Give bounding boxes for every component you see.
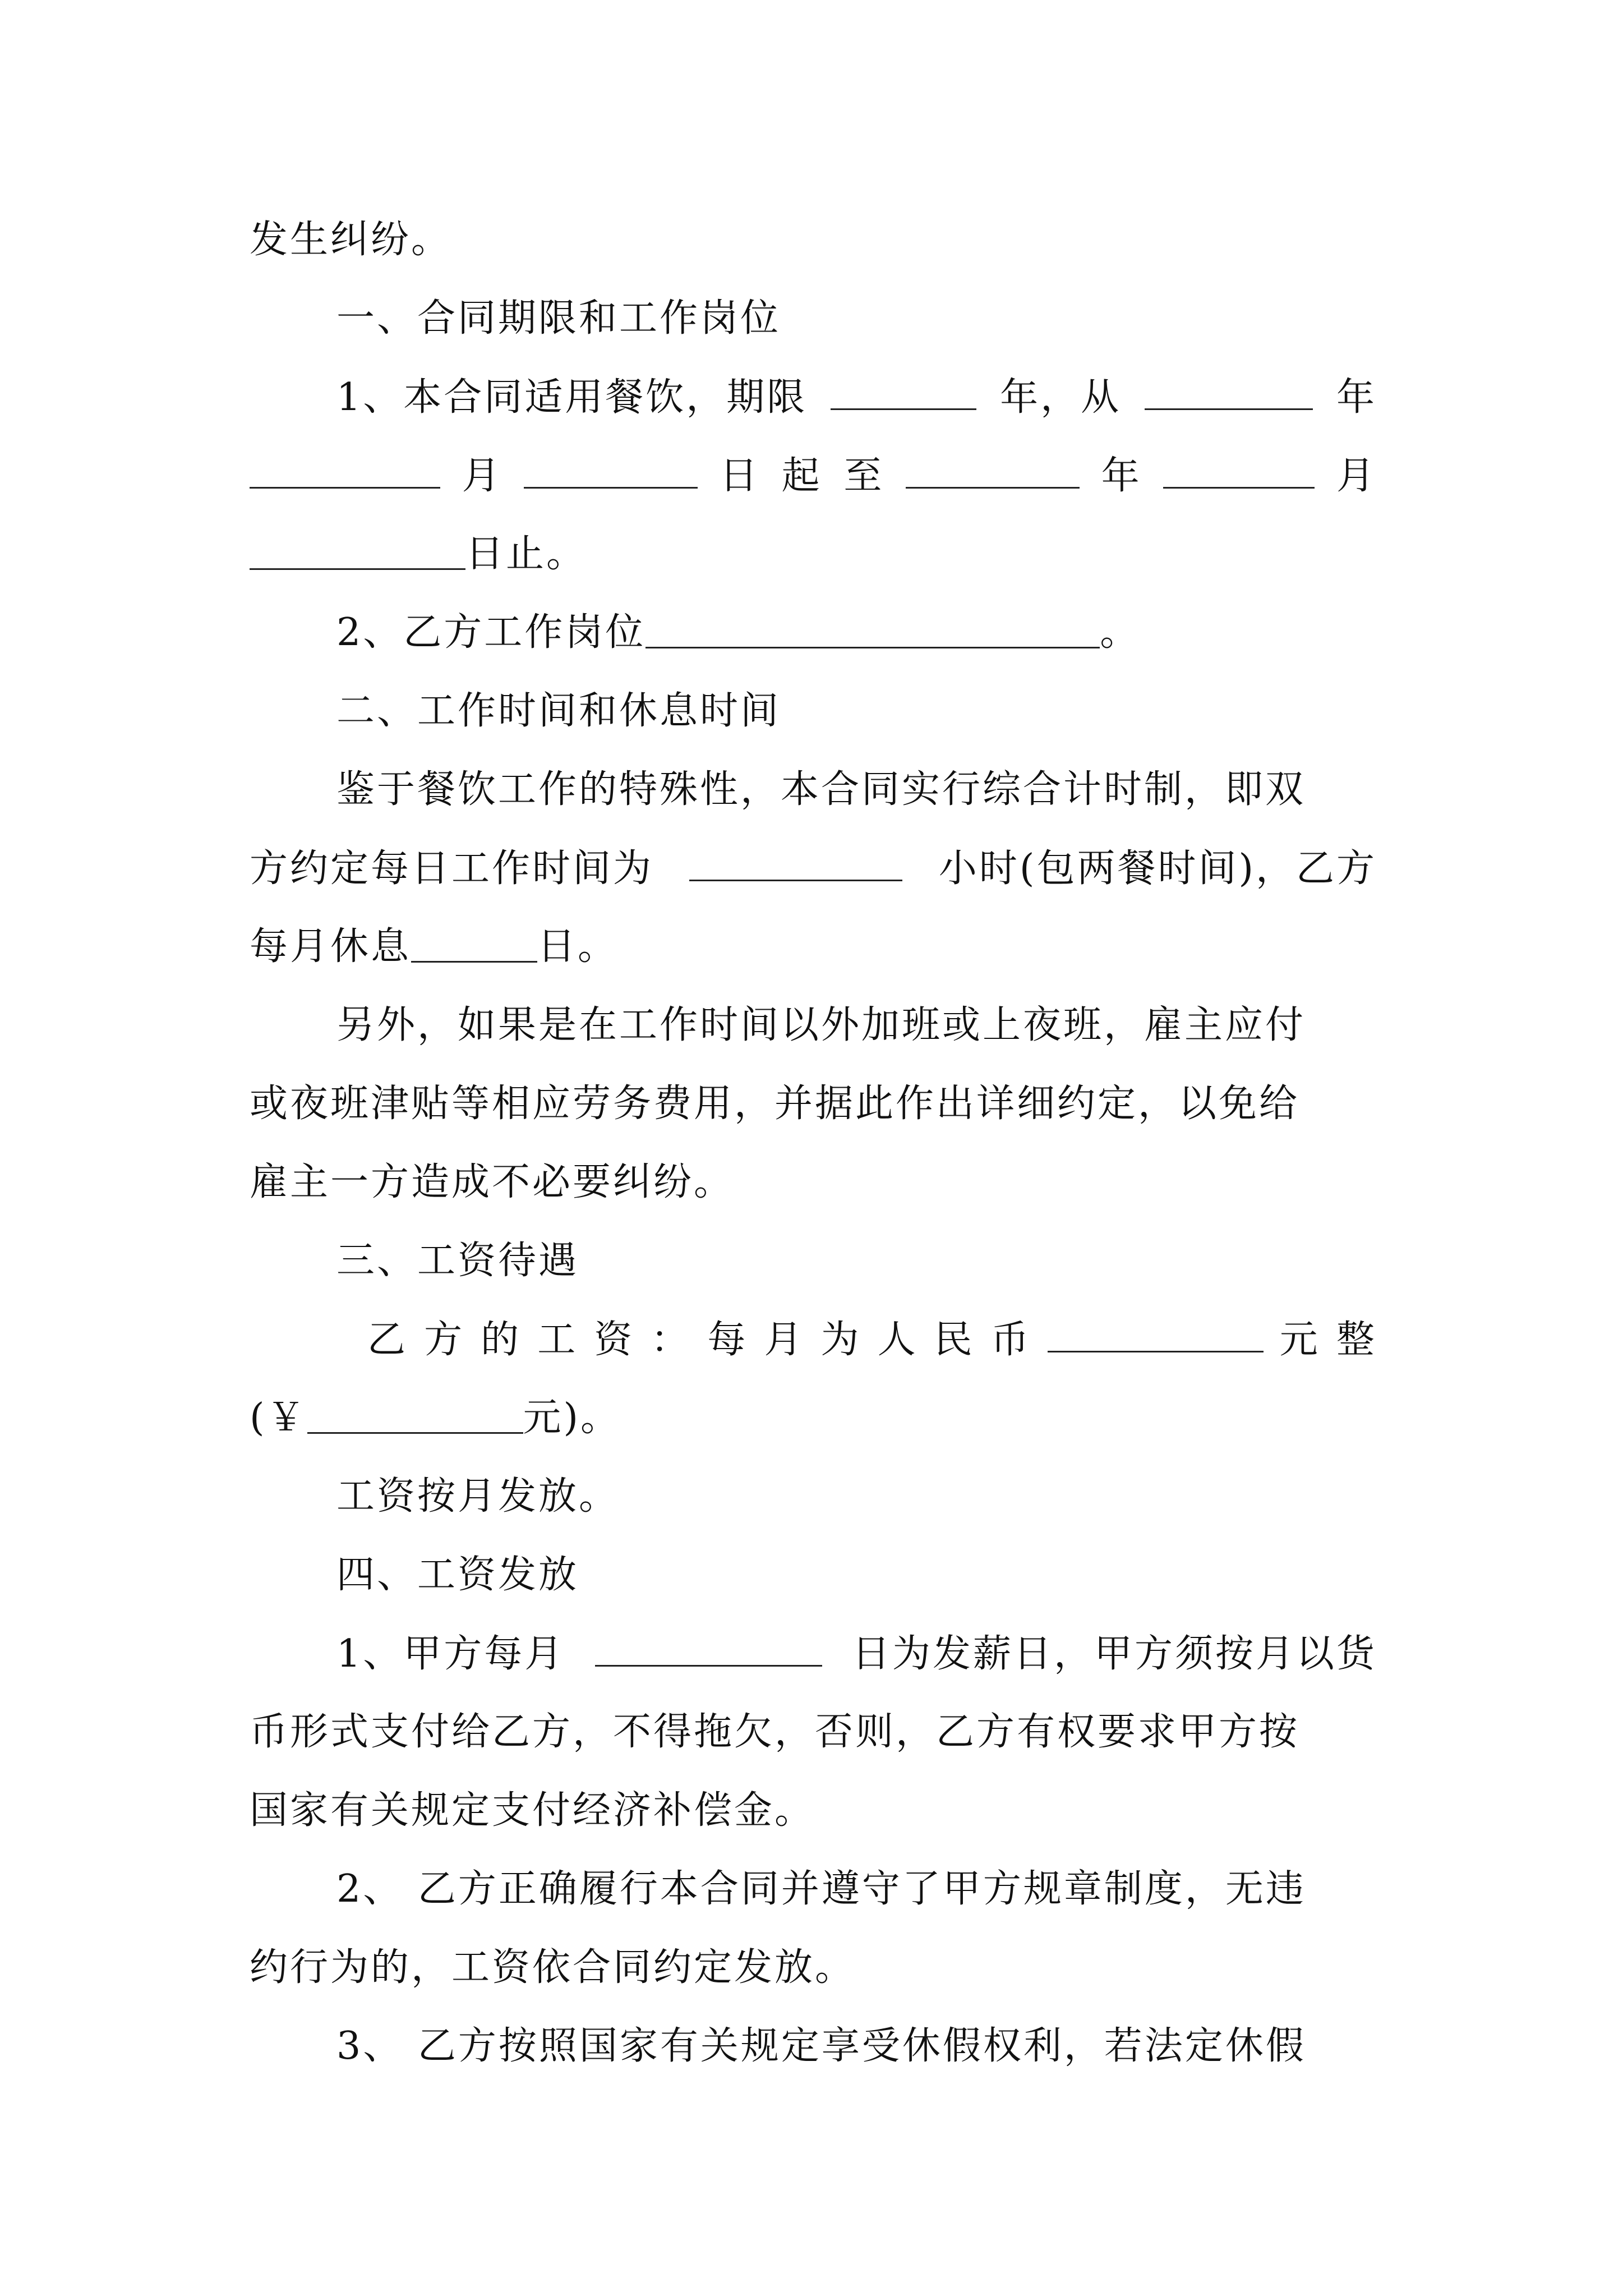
text-line: 或夜班津贴等相应劳务费用，并据此作出详细约定，以免给 (250, 1082, 1300, 1126)
contract-term-line: 日止。 (250, 526, 1377, 582)
blank-field[interactable] (689, 840, 902, 881)
section-heading: 三、工资待遇 (336, 1239, 579, 1283)
work-hours-line: 方约定每日工作时间为 小时(包两餐时间)，乙方 (250, 840, 1377, 896)
section-heading: 四、工资发放 (336, 1553, 579, 1597)
contract-term-line: 月 日 起 至 年 月 (250, 448, 1377, 504)
text-line: 2、 乙方正确履行本合同并遵守了甲方规章制度，无违 (336, 1867, 1306, 1911)
text-line: 另外，如果是在工作时间以外加班或上夜班，雇主应付 (336, 1003, 1306, 1047)
text-line: 鉴于餐饮工作的特殊性，本合同实行综合计时制，即双 (336, 767, 1306, 812)
section-heading: 二、工作时间和休息时间 (336, 689, 781, 733)
rest-days-line: 每月休息 日。 (250, 919, 1377, 975)
blank-field[interactable] (1163, 448, 1315, 489)
text-line: 工资按月发放。 (336, 1474, 620, 1519)
salary-line: 乙 方 的 工 资 ： 每 月 为 人 民 币 元 整 (367, 1312, 1377, 1368)
blank-field[interactable] (831, 369, 976, 410)
text-line: 币形式支付给乙方，不得拖欠，否则，乙方有权要求甲方按 (250, 1710, 1300, 1754)
job-position-line: 2、乙方工作岗位 。 (336, 605, 1377, 661)
section-heading: 一、合同期限和工作岗位 (336, 296, 781, 341)
salary-amount-line: (￥ 元)。 (250, 1390, 1377, 1446)
payday-line: 1、甲方每月 日为发薪日，甲方须按月以货 (336, 1626, 1377, 1682)
text-line: 约行为的，工资依合同约定发放。 (250, 1945, 856, 1990)
blank-field[interactable] (645, 608, 1100, 648)
blank-field[interactable] (1145, 369, 1313, 410)
text-line: 雇主一方造成不必要纠纷。 (250, 1160, 735, 1204)
contract-term-line: 1、本合同适用餐饮，期限 年，从 年 (336, 369, 1377, 425)
blank-field[interactable] (595, 1626, 822, 1667)
text-line: 3、 乙方按照国家有关规定享受休假权利，若法定休假 (336, 2024, 1306, 2068)
text-line: 发生纠纷。 (250, 218, 452, 262)
blank-field[interactable] (411, 922, 537, 963)
blank-field[interactable] (1048, 1312, 1264, 1352)
blank-field[interactable] (906, 448, 1080, 489)
blank-field[interactable] (307, 1393, 523, 1434)
blank-field[interactable] (524, 448, 698, 489)
blank-field[interactable] (250, 448, 440, 489)
text-line: 国家有关规定支付经济补偿金。 (250, 1788, 815, 1833)
blank-field[interactable] (250, 529, 465, 570)
